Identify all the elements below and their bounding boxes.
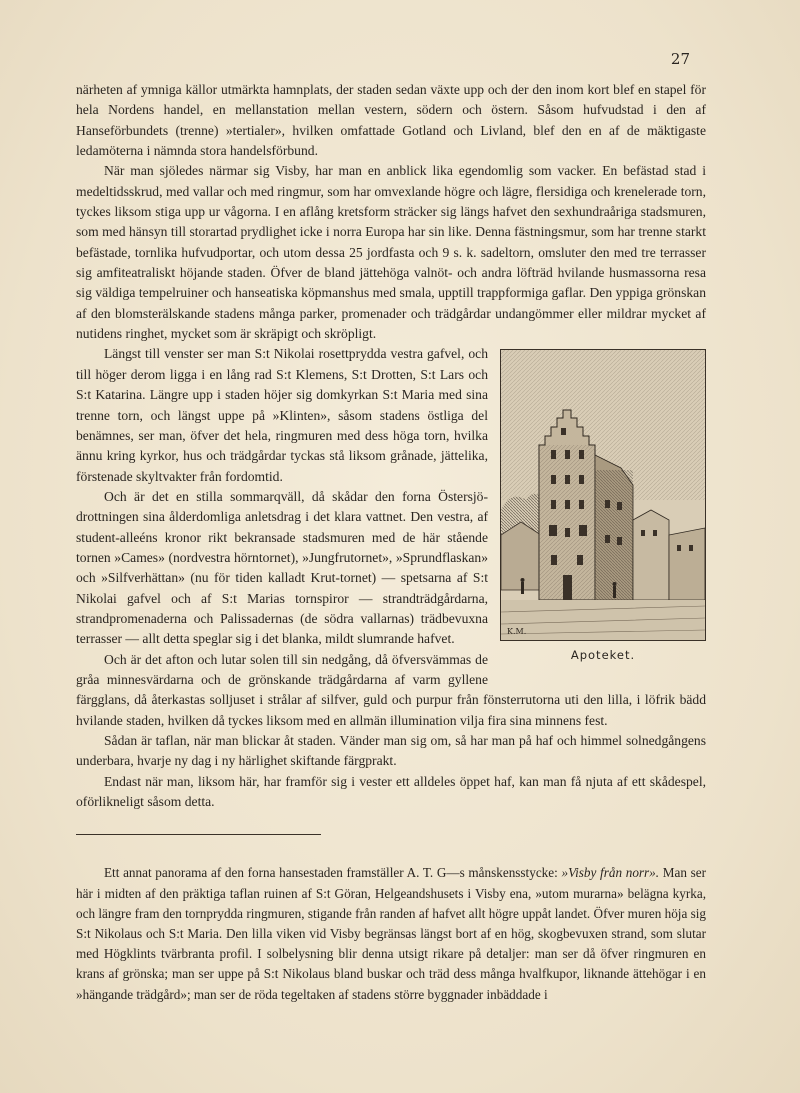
paragraph-3: Längst till venster ser man S:t Nikolai rosettprydda vestra gafvel, och till höger derom ligga i en lång rad S:t Klemens, S:t Drotten, S:t Lars och S:t Katarina. Längre upp i staden höjer sig domkyrkan S:t Maria med sina trenne torn, och längst uppe på »Klinten», såsom stadens östliga del benämnes, ser man, öfver det hela, ringmuren med dess höga torn, hvilka ännu kring kyrkor, hus och trädgårdar tyckas stå liksom grånade, jättelika, förstenade skyltvakter från fordomtid. [76, 346, 488, 484]
paragraph-7: Endast när man, liksom här, har framför sig i vester ett alldeles öppet haf, kan man få njuta af ett skådespel, oförlikneligt såsom detta. [76, 773, 706, 810]
paragraph-6: Sådan är taflan, när man blickar åt staden. Vänder man sig om, så har man på haf och himmel solnedgångens underbara, hvarje ny dag i ny härlighet skiftande färgprakt. [76, 733, 706, 769]
paragraph-1: närheten af ymniga källor utmärkta hamnplats, der staden sedan växte upp och der den inom kort blef en stapel för hela Nordens handel, en mellanstation mellan vestern, södern och östern. Såsom hufvudstad i den af Hanseförbundets (trenne) »tertialer», hvilken omfattade Gotland och Livland, blef den en af de mäktigaste ledamöterna i nämnda stora handelsförbund. [76, 82, 706, 159]
illustration-signature: K.M. [507, 627, 527, 637]
apoteket-illustration [500, 349, 706, 641]
main-text [76, 80, 706, 1005]
paragraph-5: Och är det afton och lutar solen till sin nedgång, då öfversvämmas de gråa minnesvärdarna och de grönskande trädgårdarna af varm gyllene färgglans, då återkastas solljuset i strålar af silfver, guld och purpur från fönsterrutorna uti den lilla, i löfrik bädd hvilande staden, hvilken då tyckes liksom med en allmän illumination vilja fira sina minnens fest. [76, 651, 706, 728]
divider-rule [76, 834, 321, 835]
footnote-body: Man ser här i midten af den präktiga taflan ruinen af S:t Göran, Helgeandshusets i Visby ena, »utom murarna» belägna kyrka, och längre fram den tornprydda ringmuren, stigande från randen af hafvet allt högre uppåt landet. Öfver muren höja sig S:t Nikolaus och S:t Maria. Den lilla viken vid Visby begränsas längst bort af en hög, skogbevuxen strand, som slutar med Högklints tvärbranta profil. I solbelysning blir denna utsigt rikare på detaljer: man ser då öfver ringmuren en krans af grönska; man ser uppe på S:t Nikolaus bland buskar och träd dess många hvalfkupor, liknande ättehögar i en »hängande trädgård»; man ser de röda tegeltaken af stadens större byggnader inbäddade i [76, 865, 706, 1002]
figure-apoteket [500, 349, 706, 665]
paragraph-4: Och är det en stilla sommarqväll, då skådar den forna Östersjö-drottningen sina ålderdomliga anletsdrag i det klara vattnet. Den vestra, af student-alleéns kronor rikt bekransade stadsmuren med de här stående tornen »Cames» (nordvestra hörntornet), »Jungfrutornet», »Sprundflaskan» och »Silfverhättan» (nu för tiden kalladt Krut-tornet) — spetsarna af S:t Nikolai gafvel och af S:t Marias tornspiror — strandträdgårdarna, strandpromenaderna och Palissadernas (de södra vallarnas) trädbevuxna terrasser — allt detta speglar sig i det blanka, mildt slumrande hafvet. [76, 488, 488, 647]
footnote-title: »Visby från norr». [561, 865, 660, 881]
page-number: 27 [670, 50, 690, 68]
footnote-paragraph [76, 863, 706, 1004]
footnote-lead: Ett annat panorama af den forna hansestaden framställer A. T. G—s månskensstycke: [104, 865, 562, 881]
figure-caption: Apoteket. [570, 648, 636, 663]
paragraph-2: När man sjöledes närmar sig Visby, har man en anblick lika egendomlig som vacker. En befästad stad i medeltidsskrud, med vallar och med ringmur, som har omvexlande högre och lägre, flersidiga och krenelerade torn, tyckes liksom stiga upp ur vågorna. I en aflång kretsform sträcker sig längs hafvet den sexhundraåriga stadsmuren, som med hänsyn till storartad prydlighet icke i norra Europa har sin like. Denna fästningsmur, som har trenne starkt befästade, tornlika hufvudportar, och utom dessa 25 jordfasta och 9 s. k. sadeltorn, omsluter den med tre terrasser sig amfiteatraliskt höjande staden. Öfver de bland jättehöga valnöt- och andra löfträd hvilande husmassorna resa sig väldiga tempelruiner och hanseatiska köpmanshus med smala, upptill trappformiga gaflar. Den yppiga grönskan af den blomsterälskande stadens många parker, promenader och trädgårdar undangömmer eller mildrar mycket af nutidens ringhet, mycket som är skräpigt och skröpligt. [76, 163, 706, 342]
